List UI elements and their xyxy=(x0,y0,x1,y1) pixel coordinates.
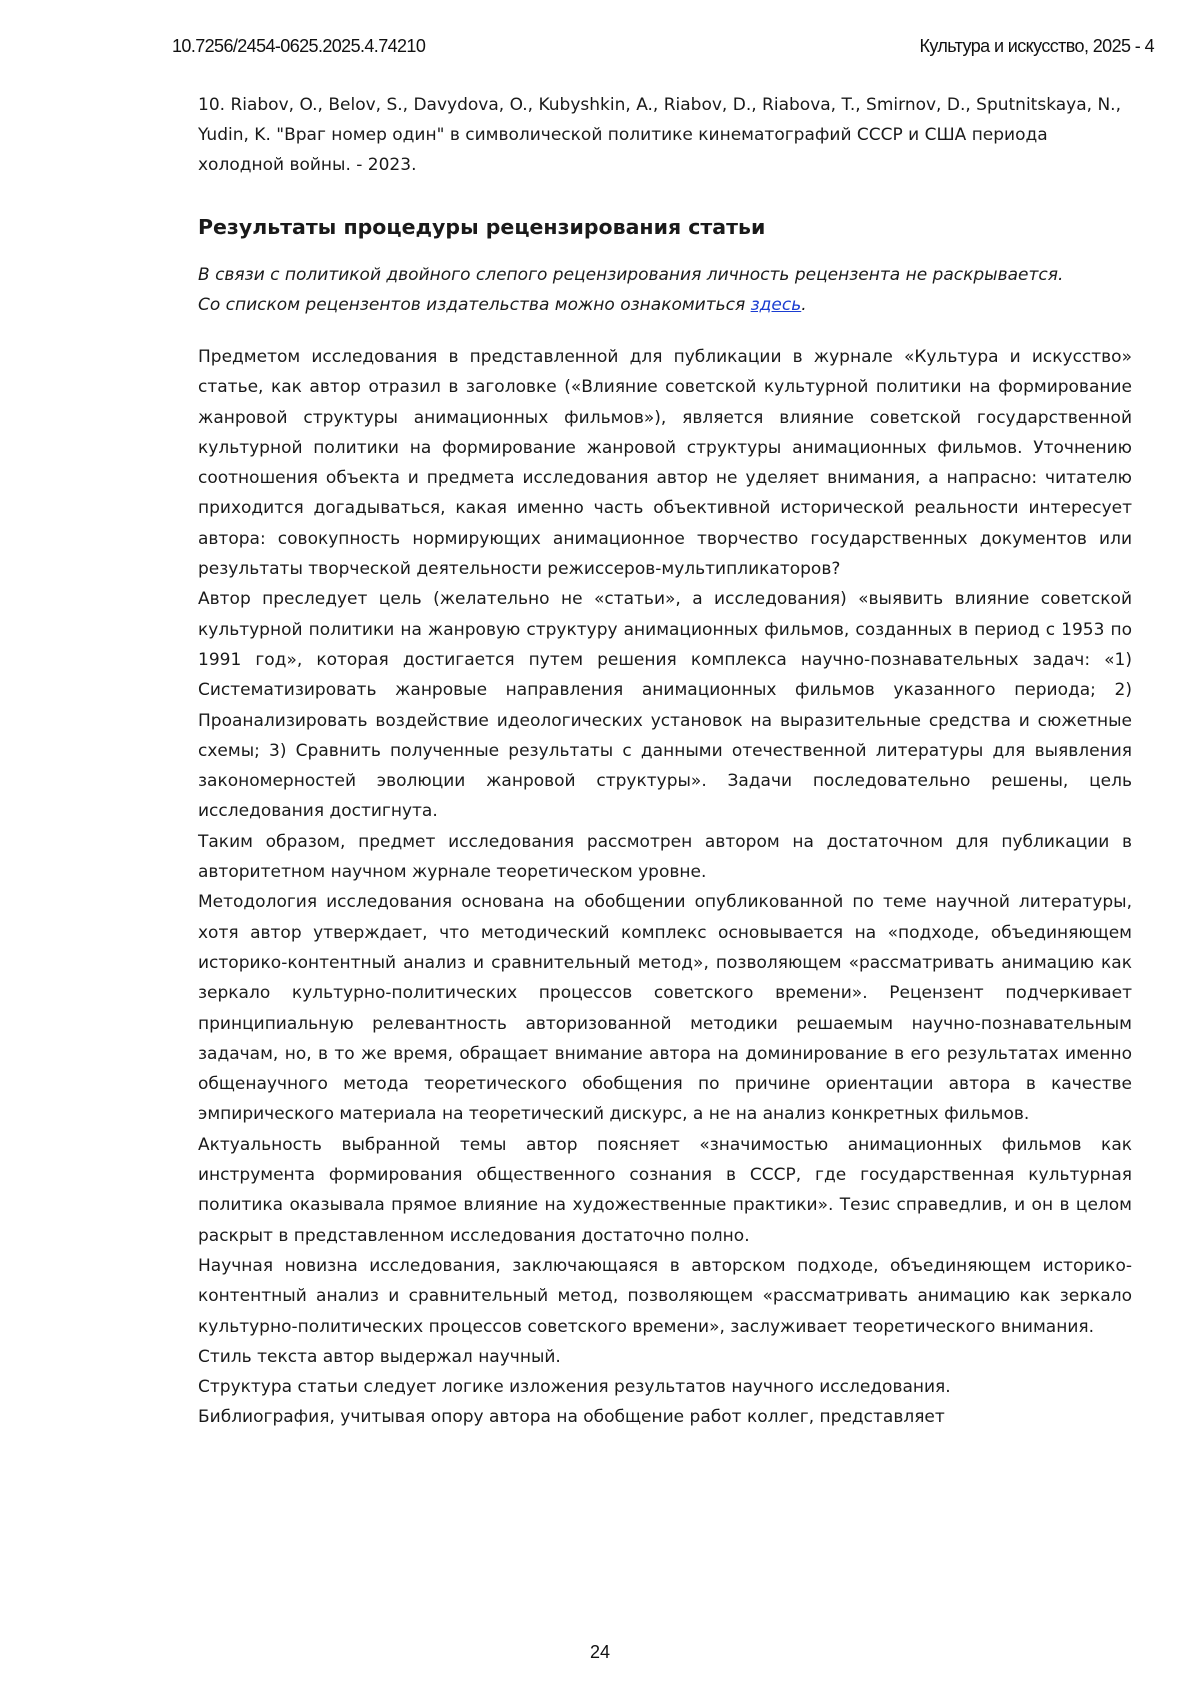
review-paragraph: Научная новизна исследования, заключающаяся в авторском подходе, объединяющем историко-контентный анализ и сравнительный метод, позволяющем «рассматривать анимацию как зеркало культурно-политических процессов советского времени», заслуживает теоретического внимания. xyxy=(198,1251,1132,1342)
review-note-line1: В связи с политикой двойного слепого рецензирования личность рецензента не раскрывается. xyxy=(198,260,1132,290)
review-body xyxy=(198,342,1132,1433)
reference-item: 10. Riabov, O., Belov, S., Davydova, O., Kubyshkin, A., Riabov, D., Riabova, T., Smirnov, D., Sputnitskaya, N., Yudin, K. "Враг номер один" в символической политике кинематографий СССР и США периода холодной войны. - 2023. xyxy=(198,90,1132,180)
journal-label: Культура и искусство, 2025 - 4 xyxy=(920,36,1154,57)
review-paragraph: Стиль текста автор выдержал научный. xyxy=(198,1342,1132,1372)
review-paragraph: Методология исследования основана на обобщении опубликованной по теме научной литературы, хотя автор утверждает, что методический комплекс основывается на «подходе, объединяющем историко-контентный анализ и сравнительный метод», позволяющем «рассматривать анимацию как зеркало культурно-политических процессов советского времени». Рецензент подчеркивает принципиальную релевантность авторизованной методики решаемым научно-познавательным задачам, но, в то же время, обращает внимание автора на доминирование в его результатах именно общенаучного метода теоретического обобщения по причине ориентации автора в качестве эмпирического материала на теоретический дискурс, а не на анализ конкретных фильмов. xyxy=(198,887,1132,1129)
page-header xyxy=(172,36,1154,62)
review-paragraph: Предметом исследования в представленной для публикации в журнале «Культура и искусство» статье, как автор отразил в заголовке («Влияние советской культурной политики на формирование жанровой структуры анимационных фильмов»), является влияние советской государственной культурной политики на формирование жанровой структуры анимационных фильмов. Уточнению соотношения объекта и предмета исследования автор не уделяет внимания, а напрасно: читателю приходится догадываться, какая именно часть объективной исторической реальности интересует автора: совокупность нормирующих анимационное творчество государственных документов или результаты творческой деятельности режиссеров-мультипликаторов? xyxy=(198,342,1132,584)
review-paragraph: Автор преследует цель (желательно не «статьи», а исследования) «выявить влияние советской культурной политики на жанровую структуру анимационных фильмов, созданных в период с 1953 по 1991 год», которая достигается путем решения комплекса научно-познавательных задач: «1) Систематизировать жанровые направления анимационных фильмов указанного периода; 2) Проанализировать воздействие идеологических установок на выразительные средства и сюжетные схемы; 3) Сравнить полученные результаты с данными отечественной литературы для выявления закономерностей эволюции жанровой структуры». Задачи последовательно решены, цель исследования достигнута. xyxy=(198,584,1132,826)
page-number: 24 xyxy=(0,1642,1200,1663)
review-note-line2: Со списком рецензентов издательства можно ознакомиться здесь. xyxy=(198,290,1132,320)
review-paragraph: Библиография, учитывая опору автора на обобщение работ коллег, представляет xyxy=(198,1402,1132,1432)
review-paragraph: Актуальность выбранной темы автор поясняет «значимостью анимационных фильмов как инструмента формирования общественного сознания в СССР, где государственная культурная политика оказывала прямое влияние на художественные практики». Тезис справедлив, и он в целом раскрыт в представленном исследования достаточно полно. xyxy=(198,1130,1132,1251)
review-note xyxy=(198,260,1132,320)
review-section-title: Результаты процедуры рецензирования статьи xyxy=(198,210,1132,244)
doi-label: 10.7256/2454-0625.2025.4.74210 xyxy=(172,36,425,57)
review-paragraph: Таким образом, предмет исследования рассмотрен автором на достаточном для публикации в авторитетном научном журнале теоретическом уровне. xyxy=(198,827,1132,888)
review-paragraph: Структура статьи следует логике изложения результатов научного исследования. xyxy=(198,1372,1132,1402)
page-content xyxy=(198,90,1132,1433)
reviewers-link[interactable]: здесь xyxy=(751,295,802,315)
